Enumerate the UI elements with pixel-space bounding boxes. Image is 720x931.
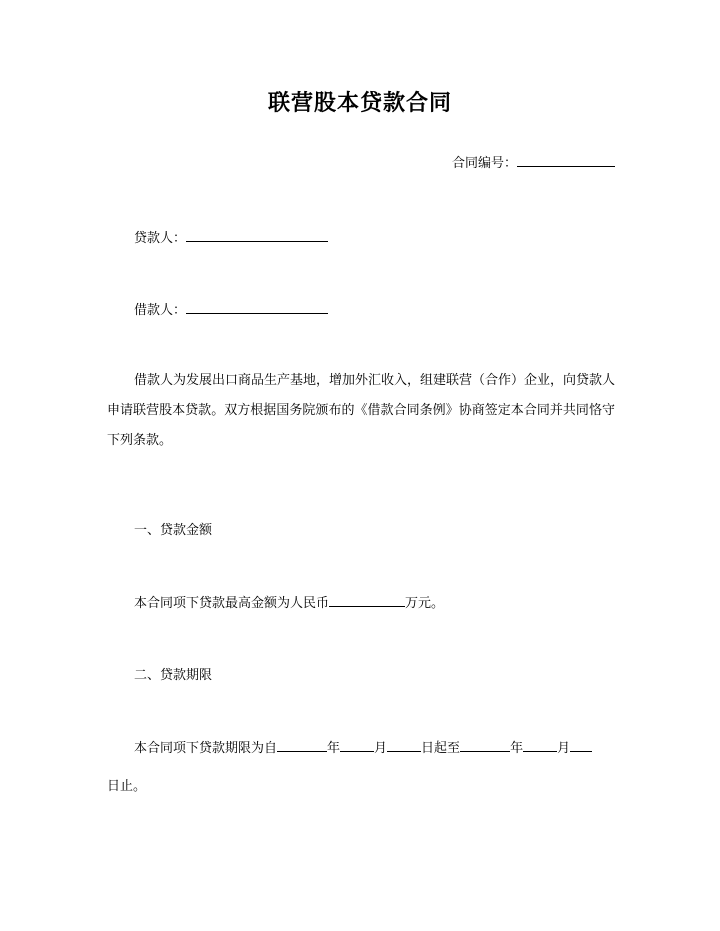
lender-blank xyxy=(186,227,328,242)
section2-text-end: 日止。 xyxy=(107,779,147,794)
section1-heading: 一、贷款金额 xyxy=(134,523,213,538)
start-year-blank xyxy=(277,737,327,752)
section1-text xyxy=(134,592,444,611)
end-day-blank xyxy=(570,737,592,752)
section1-text-before: 本合同项下贷款最高金额为人民币 xyxy=(134,596,330,611)
end-month-blank xyxy=(523,737,557,752)
borrower-label: 借款人： xyxy=(134,303,187,318)
start-month-blank xyxy=(340,737,374,752)
section2-part-4: 年 xyxy=(510,741,524,756)
section2-part-3: 日起至 xyxy=(421,741,461,756)
section2-part-0: 本合同项下贷款期限为自 xyxy=(134,741,278,756)
section2-part-5: 月 xyxy=(557,741,571,756)
start-day-blank xyxy=(387,737,421,752)
lender-label: 贷款人： xyxy=(134,231,187,246)
preamble-paragraph xyxy=(107,366,615,456)
section2-heading: 二、贷款期限 xyxy=(134,668,213,683)
contract-number-line xyxy=(452,152,615,171)
document-title: 联营股本贷款合同 xyxy=(267,91,452,116)
section2-text xyxy=(134,737,592,756)
borrower-blank xyxy=(186,299,328,314)
end-year-blank xyxy=(460,737,510,752)
lender-line xyxy=(134,227,328,246)
amount-blank xyxy=(329,592,405,607)
section2-part-2: 月 xyxy=(374,741,388,756)
contract-number-label: 合同编号： xyxy=(451,156,517,171)
contract-number-blank xyxy=(517,152,615,167)
borrower-line xyxy=(134,299,328,318)
section1-text-after: 万元。 xyxy=(405,596,445,611)
preamble-text: 借款人为发展出口商品生产基地，增加外汇收入，组建联营（合作）企业，向贷款人申请联营股本贷款。双方根据国务院颁布的《借款合同条例》协商签定本合同并共同恪守下列条款。 xyxy=(107,373,616,448)
section2-part-1: 年 xyxy=(327,741,341,756)
